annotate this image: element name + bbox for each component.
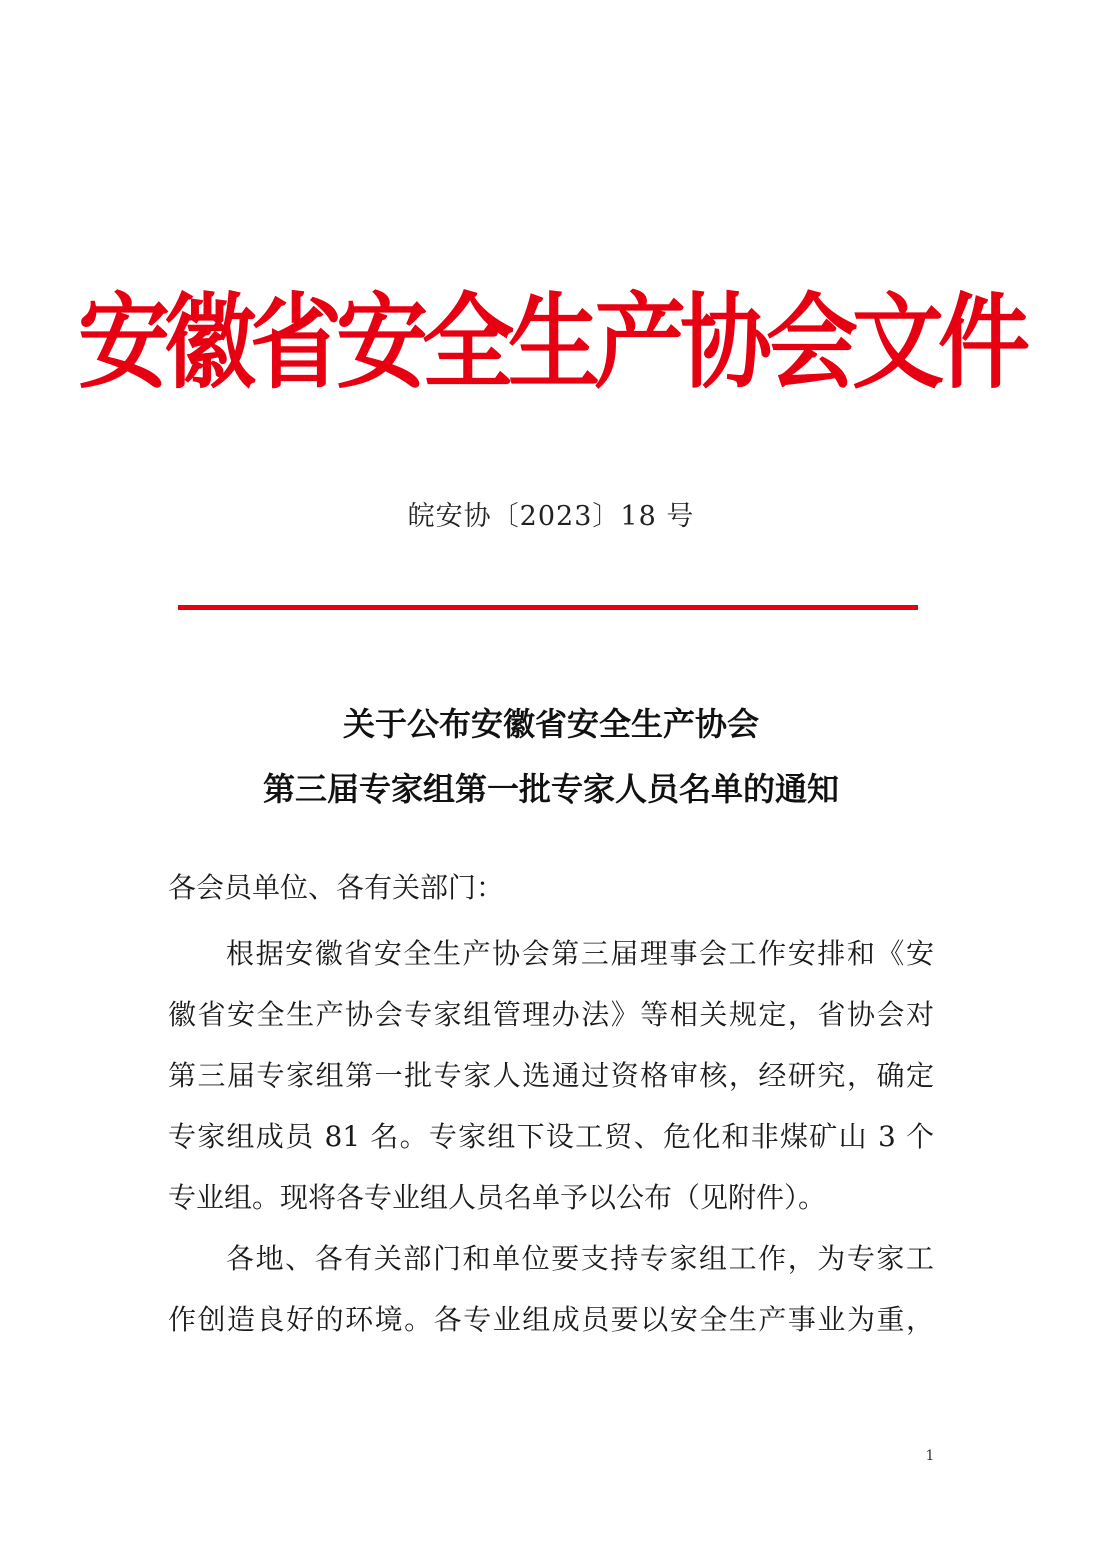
body-line-4: 专家组成员 81 名。专家组下设工贸、危化和非煤矿山 3 个	[168, 1120, 934, 1153]
notice-title-line-1: 关于公布安徽省安全生产协会	[342, 705, 759, 743]
page-number: 1	[925, 1448, 935, 1464]
document-number: 皖安协〔2023〕18 号	[407, 501, 695, 532]
body-line-6: 各地、各有关部门和单位要支持专家组工作，为专家工	[226, 1242, 934, 1275]
body-line-7: 作创造良好的环境。各专业组成员要以安全生产事业为重，	[168, 1303, 934, 1336]
body-line-3: 第三届专家组第一批专家人选通过资格审核，经研究，确定	[168, 1059, 934, 1092]
salutation: 各会员单位、各有关部门：	[168, 871, 505, 904]
notice-title-line-2: 第三届专家组第一批专家人员名单的通知	[262, 770, 839, 808]
body-line-2: 徽省安全生产协会专家组管理办法》等相关规定，省协会对	[168, 998, 934, 1031]
document-masthead: 安徽省安全生产协会文件	[77, 282, 1024, 403]
red-divider-line	[178, 605, 918, 610]
body-line-1: 根据安徽省安全生产协会第三届理事会工作安排和《安	[226, 937, 934, 970]
body-line-5: 专业组。现将各专业组人员名单予以公布（见附件）。	[168, 1181, 827, 1214]
